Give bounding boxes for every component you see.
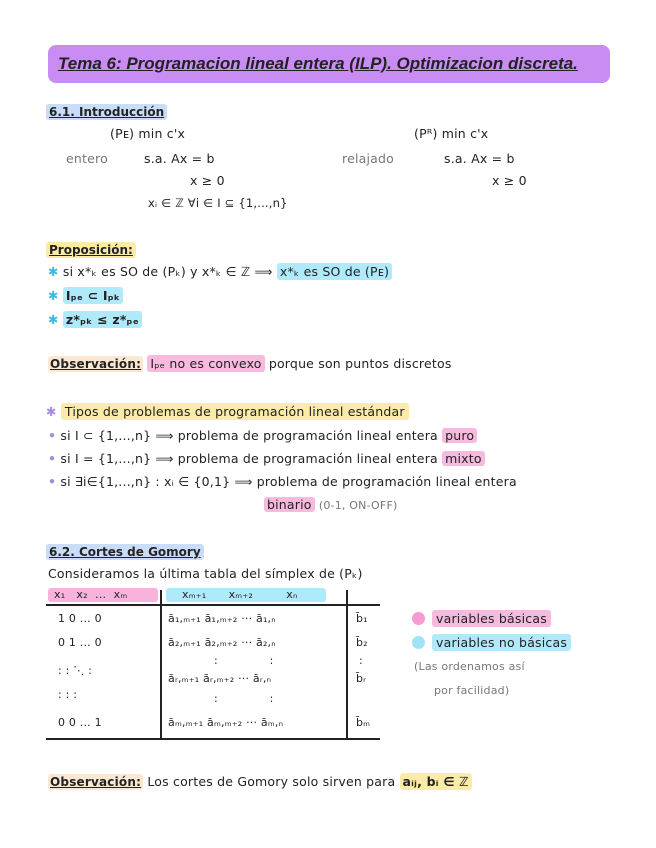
proposition-item-2-highlight: Iₚₑ ⊂ Iₚₖ bbox=[63, 287, 123, 304]
pe-problem-name: (Pᴇ) min c'x bbox=[110, 126, 186, 141]
pr-note: relajado bbox=[342, 151, 395, 166]
header-x1: x₁ bbox=[54, 588, 66, 601]
proposition-item-2: ✱ Iₚₑ ⊂ Iₚₖ bbox=[48, 288, 123, 303]
identity-row-5: 0 0 ... 1 bbox=[58, 716, 102, 729]
proposition-item-1-highlight: x*ₖ es SO de (Pᴇ) bbox=[277, 263, 392, 280]
observation-2-text: Los cortes de Gomory solo sirven para bbox=[147, 774, 396, 789]
header-xm1: xₘ₊₁ bbox=[182, 588, 207, 601]
gomory-intro: Consideramos la última tabla del símplex de (Pₖ) bbox=[48, 566, 363, 581]
observation-1-label: Observación: bbox=[50, 357, 142, 371]
pr-constraint: s.a. Ax = b bbox=[444, 151, 515, 166]
types-heading: Tipos de problemas de programación lineal estándar bbox=[61, 403, 409, 420]
observation-1-highlight: Iₚₑ no es convexo bbox=[147, 355, 264, 372]
proposition-item-1-text: si x*ₖ es SO de (Pₖ) y x*ₖ ∈ ℤ ⟹ bbox=[62, 264, 273, 279]
abar-row-2: ā₂,ₘ₊₁ ā₂,ₘ₊₂ ··· ā₂,ₙ bbox=[168, 636, 276, 649]
pr-problem-name: (Pᴿ) min c'x bbox=[414, 126, 489, 141]
table-divider-2 bbox=[346, 590, 348, 740]
types-item-3-continuation bbox=[264, 497, 397, 512]
types-item-1-text: si I ⊂ {1,...,n} ⟹ problema de programación lineal entera bbox=[60, 428, 438, 443]
proposition-item-1: ✱ si x*ₖ es SO de (Pₖ) y x*ₖ ∈ ℤ ⟹ x*ₖ es SO de (Pᴇ) bbox=[48, 264, 392, 279]
header-x2: x₂ bbox=[76, 588, 88, 601]
types-item-2-text: si I = {1,...,n} ⟹ problema de programación lineal entera bbox=[60, 451, 438, 466]
types-item-1-kind: puro bbox=[442, 428, 477, 443]
legend-note-2: por facilidad) bbox=[434, 684, 510, 697]
observation-2-math: aᵢⱼ, bᵢ ∈ ℤ bbox=[400, 773, 472, 790]
legend-note-1: (Las ordenamos así bbox=[414, 660, 525, 673]
proposition-item-3-highlight: z*ₚₖ ≤ z*ₚₑ bbox=[63, 311, 142, 328]
pe-integrality: xᵢ ∈ ℤ ∀i ∈ I ⊆ {1,...,n} bbox=[148, 196, 288, 210]
abar-row-m: āₘ,ₘ₊₁ āₘ,ₘ₊₂ ··· āₘ,ₙ bbox=[168, 716, 284, 729]
types-item-3-text: si ∃i∈{1,...,n} : xᵢ ∈ {0,1} ⟹ problema de programación lineal entera bbox=[60, 474, 517, 489]
observation-2 bbox=[48, 774, 472, 789]
types-item-1: • si I ⊂ {1,...,n} ⟹ problema de programación lineal entera puro bbox=[48, 428, 477, 443]
pr-nonneg: x ≥ 0 bbox=[492, 173, 527, 188]
nonbasic-legend-dot bbox=[412, 636, 425, 649]
abar-row-r: āᵣ,ₘ₊₁ āᵣ,ₘ₊₂ ··· āᵣ,ₙ bbox=[168, 672, 272, 685]
types-heading-row: ✱ Tipos de problemas de programación lineal estándar bbox=[46, 404, 409, 419]
pe-constraint: s.a. Ax = b bbox=[144, 151, 215, 166]
types-item-3: • si ∃i∈{1,...,n} : xᵢ ∈ {0,1} ⟹ problema de programación lineal entera bbox=[48, 474, 517, 489]
types-item-3-extra: (0-1, ON-OFF) bbox=[318, 499, 398, 512]
types-item-2: • si I = {1,...,n} ⟹ problema de programación lineal entera mixto bbox=[48, 451, 485, 466]
section-heading-gomory: 6.2. Cortes de Gomory bbox=[46, 544, 204, 560]
nonbasic-legend-label: variables no básicas bbox=[432, 634, 571, 651]
b-row-r: b̄ᵣ bbox=[356, 672, 367, 685]
observation-1 bbox=[48, 356, 452, 371]
proposition-item-3: ✱ z*ₚₖ ≤ z*ₚₑ bbox=[48, 312, 142, 327]
basic-headers bbox=[54, 588, 127, 601]
table-bottom-rule bbox=[46, 738, 380, 740]
table-top-rule bbox=[46, 604, 380, 606]
pe-nonneg: x ≥ 0 bbox=[190, 173, 225, 188]
proposition-heading: Proposición: bbox=[46, 242, 136, 258]
page-title: Tema 6: Programacion lineal entera (ILP). Optimizacion discreta. bbox=[58, 54, 578, 73]
abar-row-1: ā₁,ₘ₊₁ ā₁,ₘ₊₂ ··· ā₁,ₙ bbox=[168, 612, 276, 625]
observation-1-text: porque son puntos discretos bbox=[268, 356, 452, 371]
header-xm2: xₘ₊₂ bbox=[228, 588, 253, 601]
title-banner bbox=[48, 45, 610, 83]
pe-note: entero bbox=[66, 151, 108, 166]
nonbasic-headers bbox=[182, 588, 298, 601]
table-divider-1 bbox=[160, 590, 162, 740]
types-item-2-kind: mixto bbox=[442, 451, 485, 466]
header-dots: ... bbox=[95, 588, 107, 601]
identity-row-1: 1 0 ... 0 bbox=[58, 612, 102, 625]
b-row-2: b̄₂ bbox=[356, 636, 368, 649]
b-row-1: b̄₁ bbox=[356, 612, 368, 625]
b-vdots: : bbox=[359, 654, 363, 667]
basic-legend-dot bbox=[412, 612, 425, 625]
identity-row-4: : : : bbox=[58, 688, 78, 701]
basic-legend-label: variables básicas bbox=[432, 610, 551, 627]
b-row-m: b̄ₘ bbox=[356, 716, 371, 729]
observation-2-label: Observación: bbox=[50, 775, 142, 789]
header-xm: xₘ bbox=[113, 588, 128, 601]
abar-vdots-2: : : bbox=[214, 692, 274, 705]
section-heading-intro: 6.1. Introducción bbox=[46, 104, 167, 120]
abar-vdots-1: : : bbox=[214, 654, 274, 667]
identity-row-2: 0 1 ... 0 bbox=[58, 636, 102, 649]
types-item-3-kind: binario bbox=[264, 497, 315, 512]
identity-row-3: : : ⋱ : bbox=[58, 664, 93, 677]
header-xn: xₙ bbox=[286, 588, 298, 601]
